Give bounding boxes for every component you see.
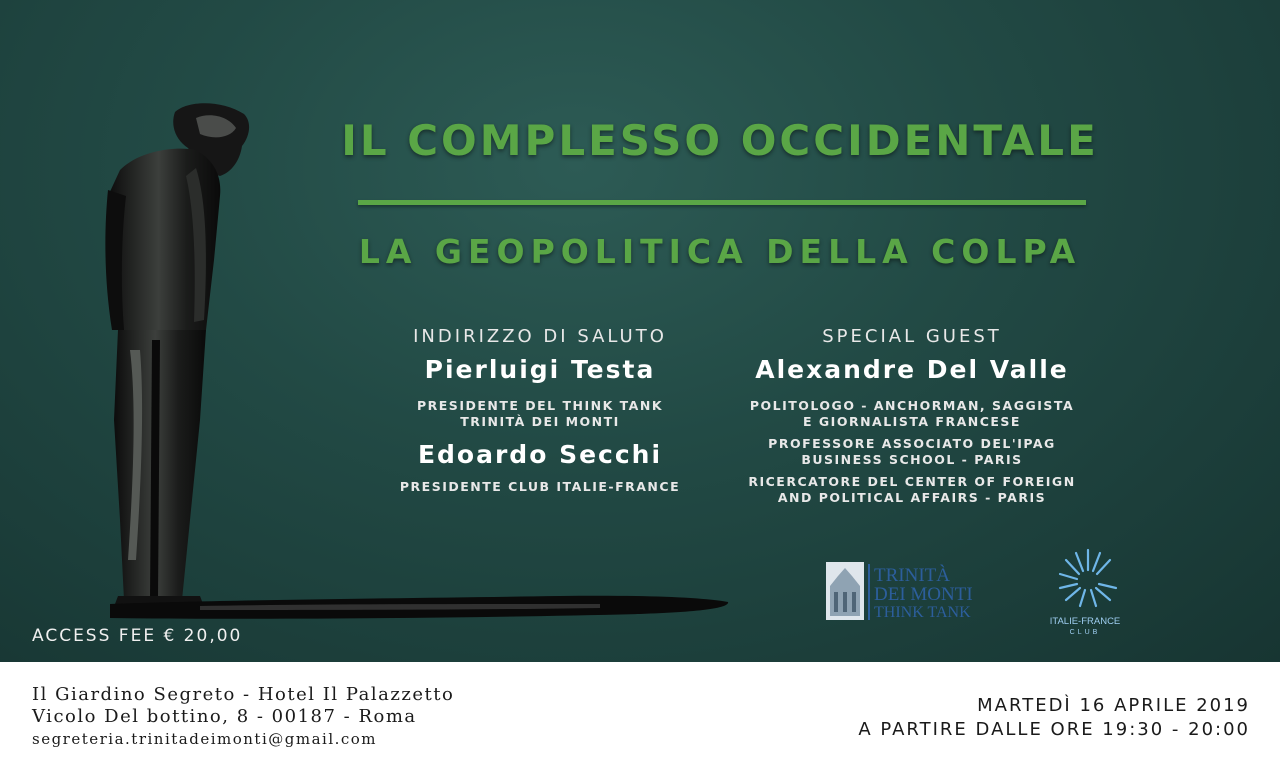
guest-name: Alexandre Del Valle <box>755 355 1069 384</box>
trinita-dei-monti-logo <box>826 562 1006 626</box>
greeting-column <box>340 326 740 495</box>
event-date: MARTEDÌ 16 APRILE 2019 <box>977 695 1250 716</box>
special-guest-column <box>712 326 1112 506</box>
svg-text:CLUB: CLUB <box>1069 629 1101 636</box>
guest-role: BUSINESS SCHOOL - PARIS <box>801 452 1023 467</box>
title-divider <box>358 200 1086 205</box>
guest-role: POLITOLOGO - ANCHORMAN, SAGGISTA <box>749 398 1075 413</box>
guest-role: RICERCATORE DEL CENTER OF FOREIGN <box>748 474 1076 489</box>
speaker-role: PRESIDENTE CLUB ITALIE-FRANCE <box>399 479 681 494</box>
event-subtitle: LA GEOPOLITICA DELLA COLPA <box>358 232 1082 271</box>
speaker-role: PRESIDENTE DEL THINK TANK <box>416 398 664 413</box>
greeting-heading: INDIRIZZO DI SALUTO <box>413 326 667 347</box>
contact-email: segreteria.trinitadeimonti@gmail.com <box>32 730 378 748</box>
venue-address: Vicolo Del bottino, 8 - 00187 - Roma <box>32 706 417 727</box>
speaker-name: Edoardo Secchi <box>417 440 663 469</box>
guest-role: AND POLITICAL AFFAIRS - PARIS <box>777 490 1047 505</box>
svg-text:THINK TANK: THINK TANK <box>874 604 971 621</box>
svg-text:TRINITÀ: TRINITÀ <box>874 565 950 586</box>
event-date-info <box>858 694 1250 742</box>
guest-role: E GIORNALISTA FRANCESE <box>803 414 1021 429</box>
speaker-role: TRINITÀ DEI MONTI <box>460 414 620 429</box>
svg-text:DEI MONTI: DEI MONTI <box>874 584 973 605</box>
venue-info <box>32 684 454 750</box>
italie-france-club-logo <box>1030 544 1140 636</box>
special-guest-heading: SPECIAL GUEST <box>822 326 1002 347</box>
guest-role: PROFESSORE ASSOCIATO DEL'IPAG <box>768 436 1056 451</box>
venue-name: Il Giardino Segreto - Hotel Il Palazzetto <box>32 684 455 705</box>
event-title: IL COMPLESSO OCCIDENTALE <box>341 116 1099 165</box>
svg-text:ITALIE-FRANCE: ITALIE-FRANCE <box>1049 616 1121 627</box>
speaker-name: Pierluigi Testa <box>424 355 656 384</box>
access-fee: ACCESS FEE € 20,00 <box>32 626 243 646</box>
event-time: A PARTIRE DALLE ORE 19:30 - 20:00 <box>858 719 1250 740</box>
